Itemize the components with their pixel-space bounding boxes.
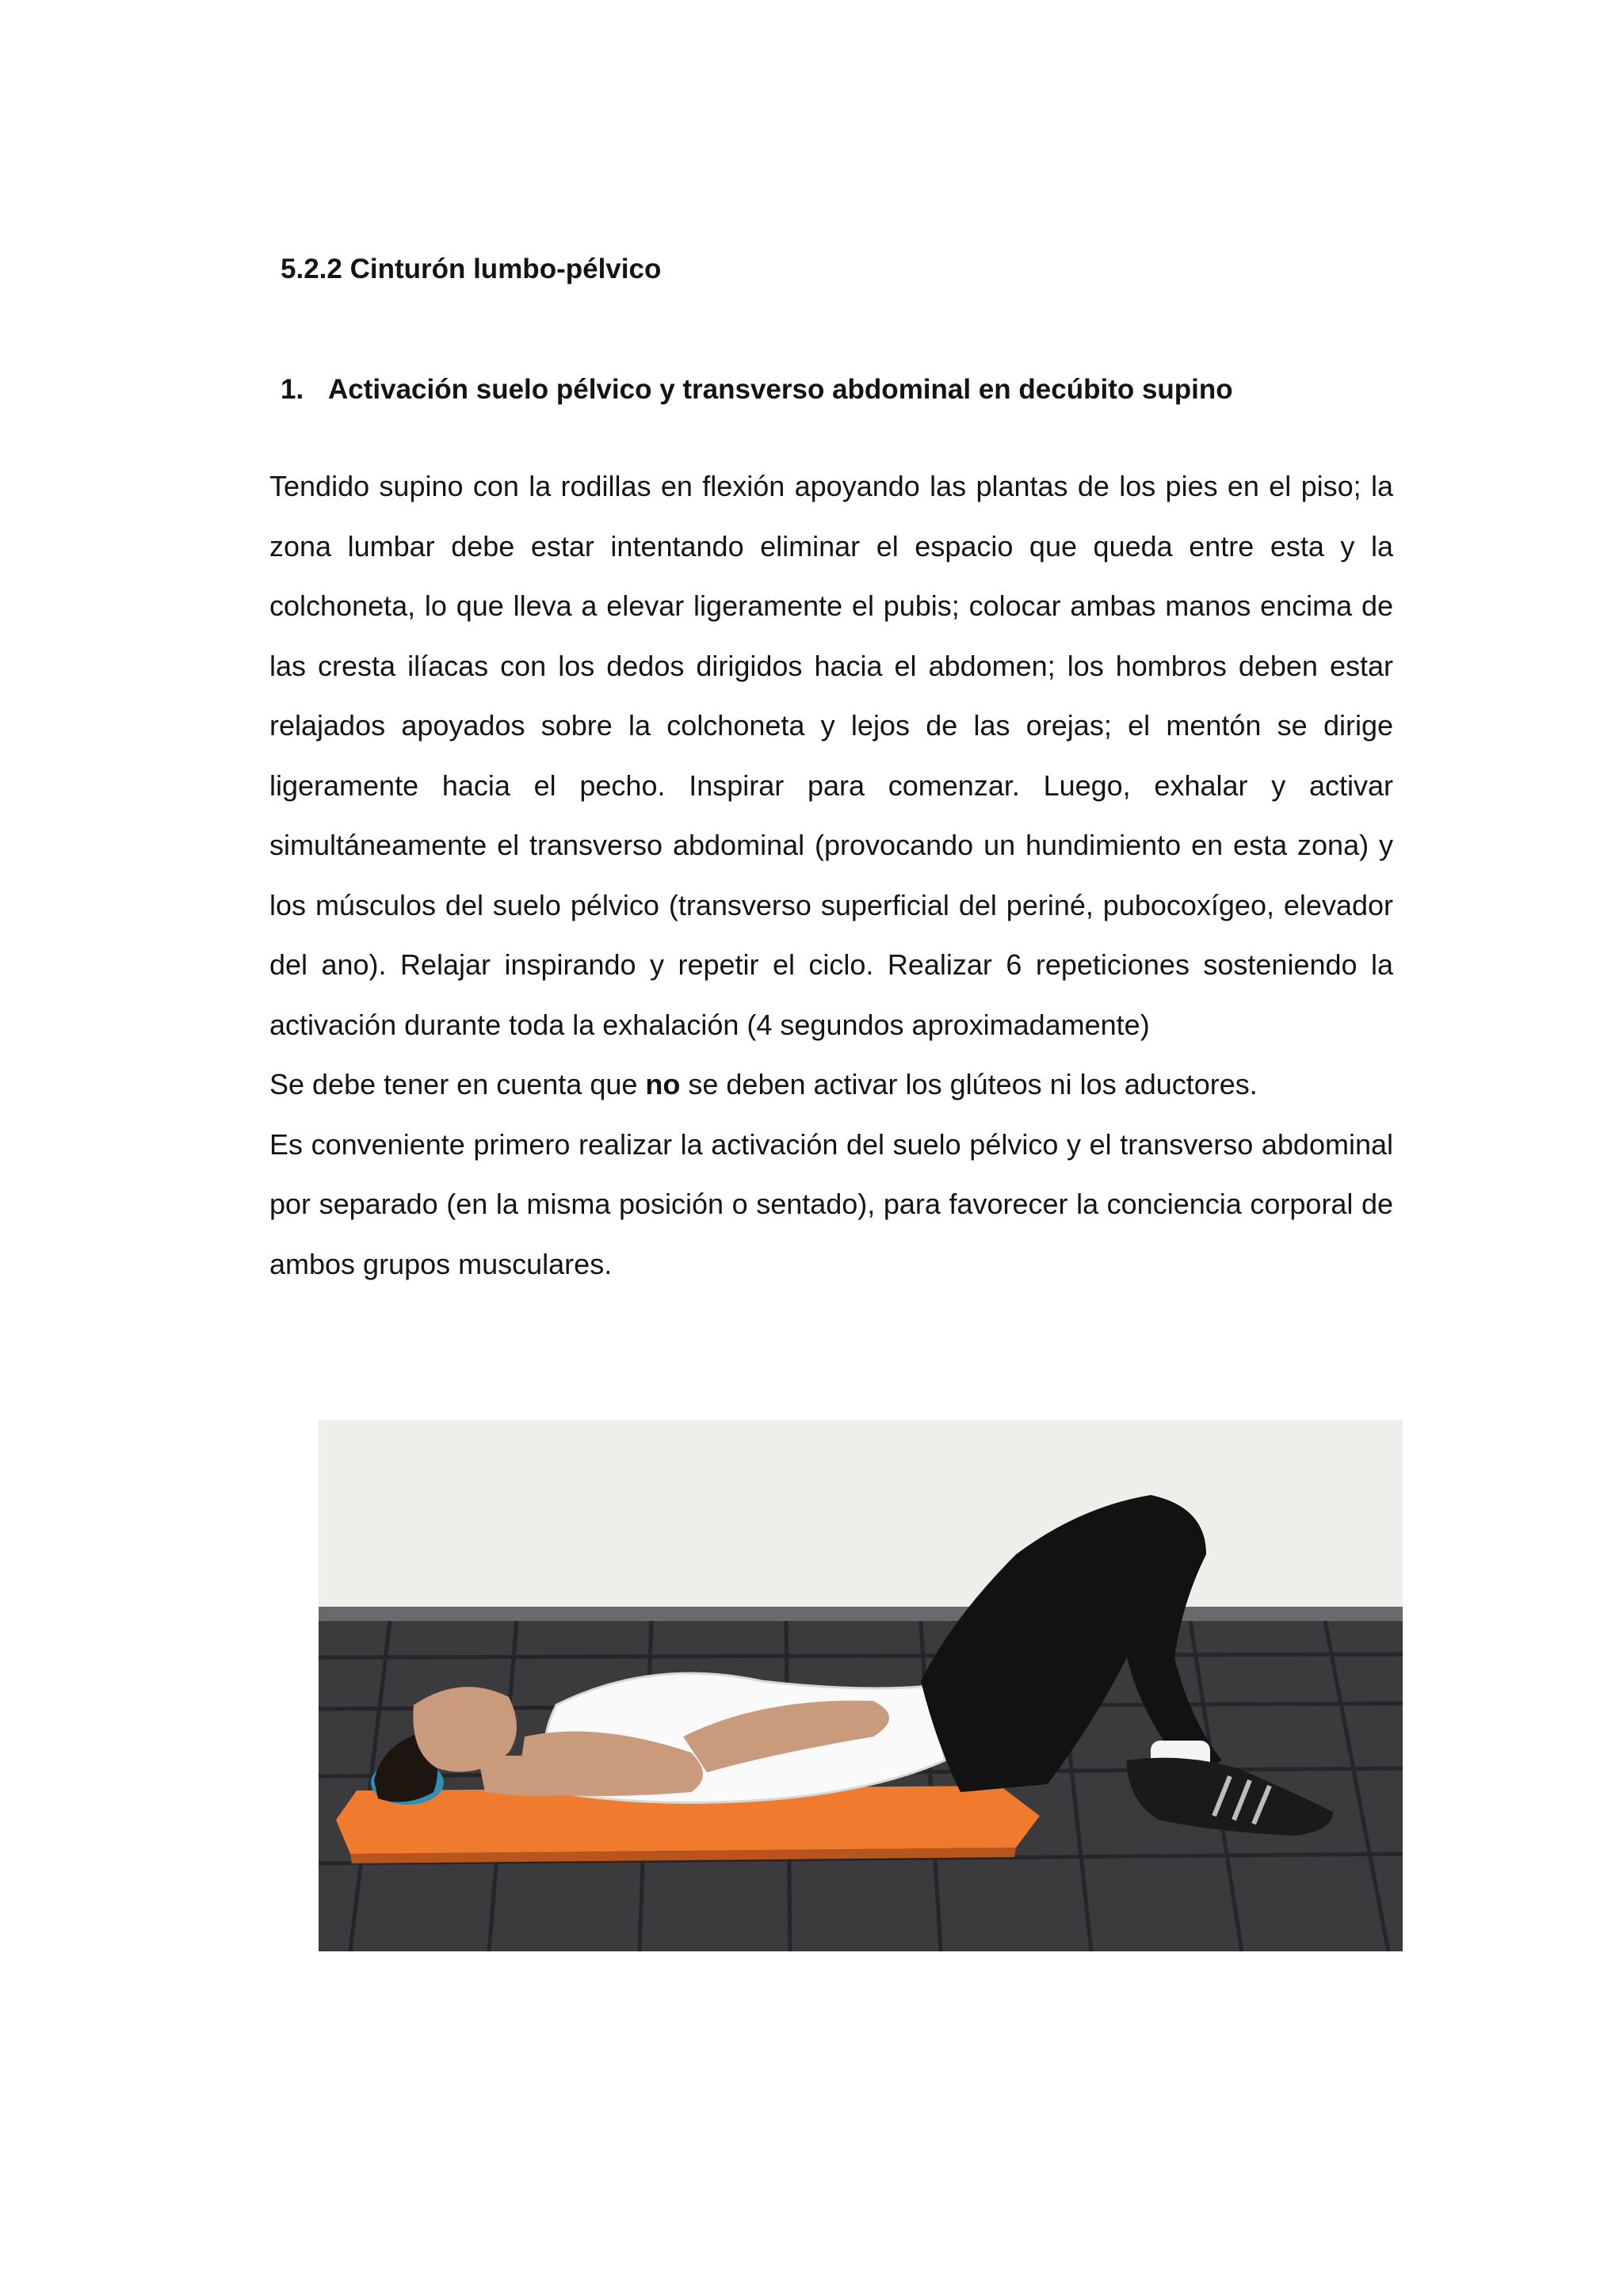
- baseboard: [319, 1607, 1403, 1621]
- wall: [319, 1420, 1403, 1618]
- paragraph-recommendation: Es conveniente primero realizar la activación del suelo pélvico y el transverso abdominal por separado (en la misma posición o sentado), para favorecer la conciencia corporal de ambos grupos musculares.: [269, 1127, 1393, 1280]
- exercise-title: Activación suelo pélvico y transverso abdominal en decúbito supino: [328, 374, 1233, 405]
- exercise-description: [269, 456, 1393, 1294]
- note-text-before: Se debe tener en cuenta que: [269, 1068, 646, 1100]
- note-text-after: se deben activar los glúteos ni los aductores.: [680, 1068, 1258, 1100]
- section-heading: 5.2.2 Cinturón lumbo-pélvico: [281, 254, 662, 284]
- note-emphasis: no: [645, 1068, 681, 1100]
- paragraph-instructions: Tendido supino con la rodillas en flexión apoyando las plantas de los pies en el piso; la zona lumbar debe estar intentando eliminar el espacio que queda entre esta y la colchoneta, lo que lleva a elevar ligeramente el pubis; colocar ambas manos encima de las cresta ilíacas con los dedos dirigidos hacia el abdomen; los hombros deben estar relajados apoyados sobre la colchoneta y lejos de las orejas; el mentón se dirige ligeramente hacia el pecho. Inspirar para comenzar. Luego, exhalar y activar simultáneamente el transverso abdominal (provocando un hundimiento en esta zona) y los músculos del suelo pélvico (transverso superficial del periné, pubocoxígeo, elevador del ano). Relajar inspirando y repetir el ciclo. Realizar 6 repeticiones sosteniendo la activación durante toda la exhalación (4 segundos aproximadamente): [269, 470, 1393, 1041]
- exercise-number: 1.: [281, 374, 304, 405]
- exercise-illustration: [319, 1420, 1403, 1951]
- exercise-photo: [319, 1420, 1403, 1951]
- paragraph-note: [269, 1055, 1393, 1115]
- exercise-heading: [281, 372, 1233, 407]
